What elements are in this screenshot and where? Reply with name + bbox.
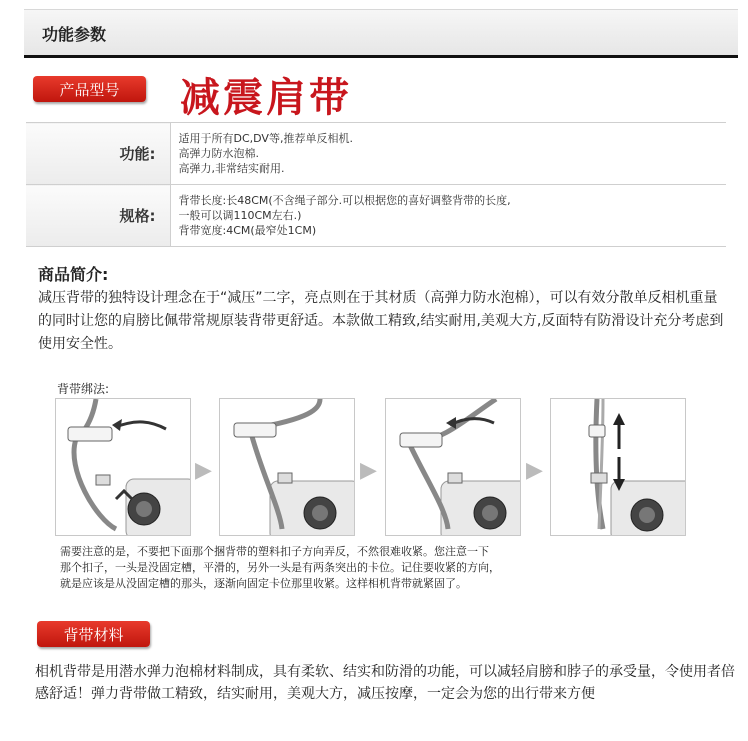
intro-body: 减压背带的独特设计理念在于“减压”二字，亮点则在于其材质（高弹力防水泡棉），可以有效分散单反相机重量的同时让您的肩膀比佩带常规原装背带更舒适。本款做工精致,结实耐用,美观大方,反面特有防滑设计充分考虑到使用安全性。 xyxy=(38,290,724,352)
section-header-bar xyxy=(24,9,738,56)
material-tag: 背带材料 xyxy=(37,621,150,647)
spec-value xyxy=(170,185,726,247)
next-step-arrow-icon: ▶ xyxy=(195,458,212,483)
spec-row-function xyxy=(26,123,726,185)
step-3-illustration xyxy=(386,399,520,535)
diagram-step-1 xyxy=(55,398,191,536)
spec-line: 背带宽度:4CM(最窄处1CM) xyxy=(178,224,317,237)
diagram-step-4 xyxy=(550,398,686,536)
step-2-illustration xyxy=(220,399,354,535)
spec-key: 功能: xyxy=(26,123,170,185)
model-name: 减震肩带 xyxy=(180,74,352,121)
header-divider xyxy=(24,55,738,58)
step-4-illustration xyxy=(551,399,685,535)
next-step-arrow-icon: ▶ xyxy=(360,458,377,483)
step-1-illustration xyxy=(56,399,190,535)
next-step-arrow-icon: ▶ xyxy=(526,458,543,483)
diagram-note xyxy=(60,544,620,592)
intro-title: 商品简介: xyxy=(38,265,109,284)
material-body: 相机背带是用潜水弹力泡棉材料制成，具有柔软、结实和防滑的功能，可以减轻肩膀和脖子的承受量，令使用者倍感舒适！弹力背带做工精致，结实耐用，美观大方，减压按摩，一定会为您的出行带来方便 xyxy=(35,664,735,702)
spec-table xyxy=(26,122,726,247)
diagram-step-2 xyxy=(219,398,355,536)
note-line: 那个扣子，一头是没固定槽，平滑的，另外一头是有两条突出的卡位。记住要收紧的方向， xyxy=(60,561,500,574)
spec-line: 一般可以调110CM左右.) xyxy=(178,209,302,222)
diagram-step-3 xyxy=(385,398,521,536)
model-tag: 产品型号 xyxy=(33,76,146,102)
spec-line: 高弹力,非常结实耐用. xyxy=(178,162,285,175)
note-line: 需要注意的是，不要把下面那个捆背带的塑料扣子方向弄反，不然很难收紧。您注意一下 xyxy=(60,545,489,558)
spec-line: 高弹力防水泡棉. xyxy=(178,147,259,160)
spec-line: 背带长度:长48CM(不含绳子部分.可以根据您的喜好调整背带的长度, xyxy=(178,194,511,207)
diagram-label: 背带绑法: xyxy=(57,382,110,396)
spec-key: 规格: xyxy=(26,185,170,247)
spec-value xyxy=(170,123,726,185)
section-title: 功能参数 xyxy=(42,25,107,44)
note-line: 就是应该是从没固定槽的那头，逐渐向固定卡位那里收紧。这样相机背带就紧固了。 xyxy=(60,577,467,590)
spec-line: 适用于所有DC,DV等,推荐单反相机. xyxy=(178,132,353,145)
spec-row-size xyxy=(26,185,726,247)
